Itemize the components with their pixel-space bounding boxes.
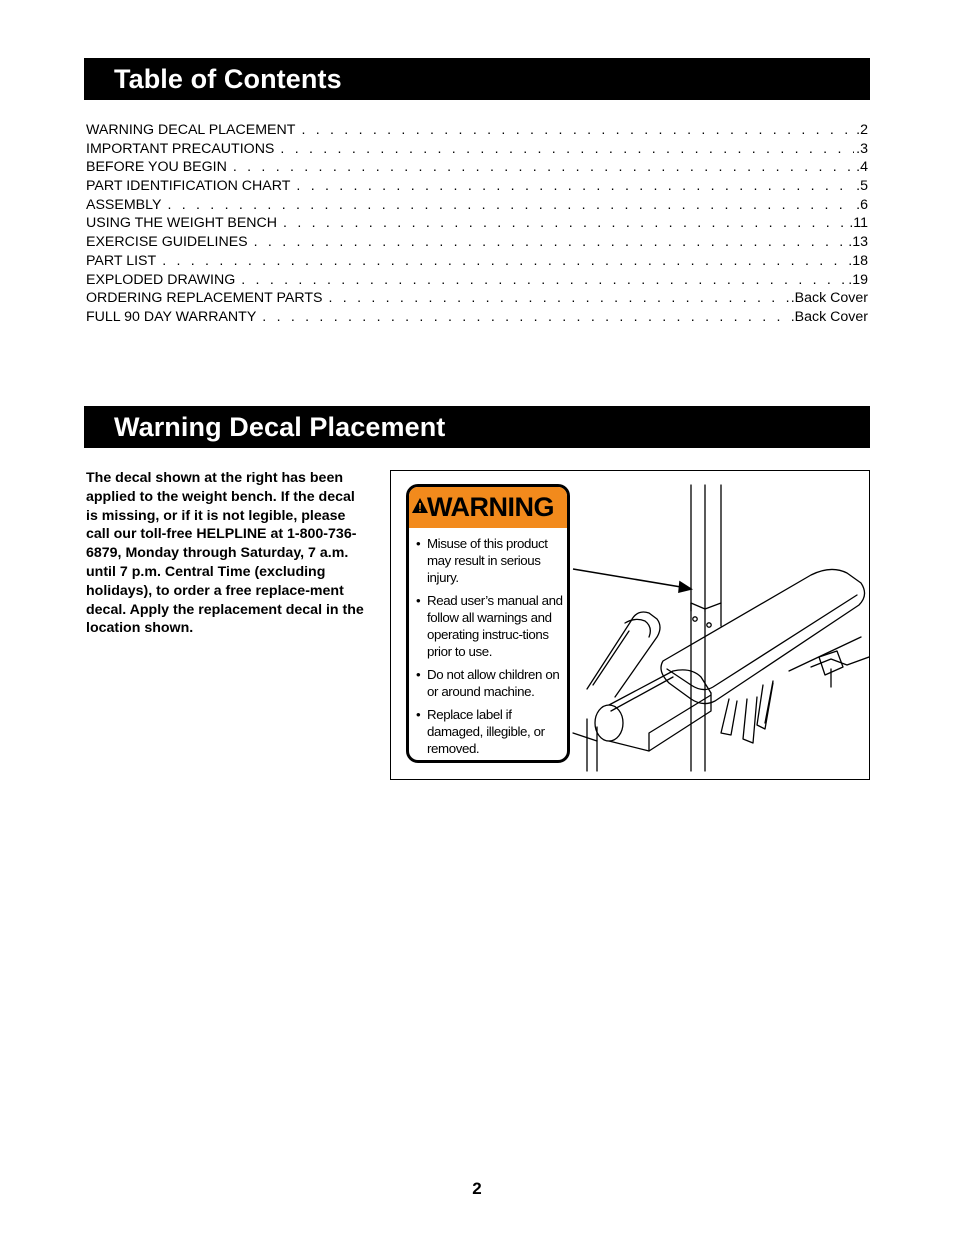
- toc-entry-title: FULL 90 DAY WARRANTY: [86, 308, 262, 327]
- toc-entry-page: .5: [856, 178, 868, 195]
- toc-entry[interactable]: [86, 177, 868, 196]
- toc-entry-page: .19: [848, 271, 868, 288]
- toc-entry[interactable]: [86, 121, 868, 140]
- toc-entry[interactable]: [86, 252, 868, 271]
- toc-header-bar: [84, 58, 870, 100]
- toc-leader-dots: [233, 158, 854, 177]
- toc-entry[interactable]: [86, 140, 868, 159]
- warning-section-header-bar: [84, 406, 870, 448]
- toc-entry-title: EXERCISE GUIDELINES: [86, 233, 254, 252]
- decal-location-illustration: [390, 470, 870, 780]
- toc-entry-page: .11: [849, 215, 868, 232]
- toc-entry-page: .6: [856, 196, 868, 213]
- toc-entry-title: ORDERING REPLACEMENT PARTS: [86, 289, 329, 308]
- toc-entry-page: .3: [856, 140, 868, 157]
- toc-leader-dots: [296, 177, 854, 196]
- toc-entry[interactable]: [86, 308, 868, 327]
- toc-leader-dots: [301, 121, 854, 140]
- toc-leader-dots: [254, 233, 847, 252]
- decal-warning-item: • Misuse of this product may result in serious injury.: [415, 535, 563, 586]
- toc-entry-title: WARNING DECAL PLACEMENT: [86, 121, 301, 140]
- toc-entry[interactable]: [86, 196, 868, 215]
- decal-title: WARNING: [427, 492, 554, 522]
- decal-warning-item: • Do not allow children on or around machine.: [415, 666, 563, 700]
- toc-entry[interactable]: [86, 271, 868, 290]
- toc-leader-dots: [280, 140, 854, 159]
- toc-entry-title: ASSEMBLY: [86, 196, 167, 215]
- toc-entry-page: .4: [856, 159, 868, 176]
- toc-entry-title: EXPLODED DRAWING: [86, 271, 241, 290]
- toc-leader-dots: [241, 271, 846, 290]
- decal-warning-item: • Read user’s manual and follow all warnings and operating instruc-tions prior to use.: [415, 592, 563, 660]
- toc-entry-page: .18: [848, 252, 868, 269]
- toc-entry-page: .2: [856, 122, 868, 138]
- decal-header: [409, 487, 567, 528]
- page-number: 2: [472, 1179, 482, 1198]
- toc-entry[interactable]: [86, 233, 868, 252]
- toc-entry[interactable]: [86, 214, 868, 233]
- toc-entry[interactable]: [86, 289, 868, 308]
- toc-leader-dots: [329, 289, 789, 308]
- warning-section-heading: Warning Decal Placement: [114, 412, 446, 442]
- toc-entry-page: .Back Cover: [790, 290, 868, 307]
- toc-leader-dots: [162, 252, 846, 271]
- decal-instructions-text: The decal shown at the right has been applied to the weight bench. If the decal is missing, or if it is not legible, please call our toll-free HELPLINE at 1-800-736-6879, Monday through Saturday, 7 a.m. until 7 p.m. Central Time (excluding holidays), to order a free replace-ment decal. Apply the replacement decal in the location shown.: [86, 470, 364, 637]
- decal-warning-item: • Replace label if damaged, illegible, or removed.: [415, 706, 563, 757]
- decal-warning-list: [415, 535, 563, 763]
- toc-heading: Table of Contents: [114, 64, 342, 94]
- toc-leader-dots: [167, 196, 854, 215]
- toc-entry[interactable]: [86, 158, 868, 177]
- toc-entry-title: USING THE WEIGHT BENCH: [86, 214, 283, 233]
- toc-entry-title: BEFORE YOU BEGIN: [86, 158, 233, 177]
- toc-entry-title: PART LIST: [86, 252, 162, 271]
- toc-list: [86, 121, 868, 327]
- toc-entry-title: PART IDENTIFICATION CHART: [86, 177, 296, 196]
- warning-decal: [406, 484, 570, 763]
- toc-entry-title: IMPORTANT PRECAUTIONS: [86, 140, 280, 159]
- toc-leader-dots: [262, 308, 788, 327]
- toc-entry-page: .Back Cover: [790, 308, 868, 325]
- toc-entry-page: .13: [848, 234, 868, 251]
- toc-leader-dots: [283, 214, 847, 233]
